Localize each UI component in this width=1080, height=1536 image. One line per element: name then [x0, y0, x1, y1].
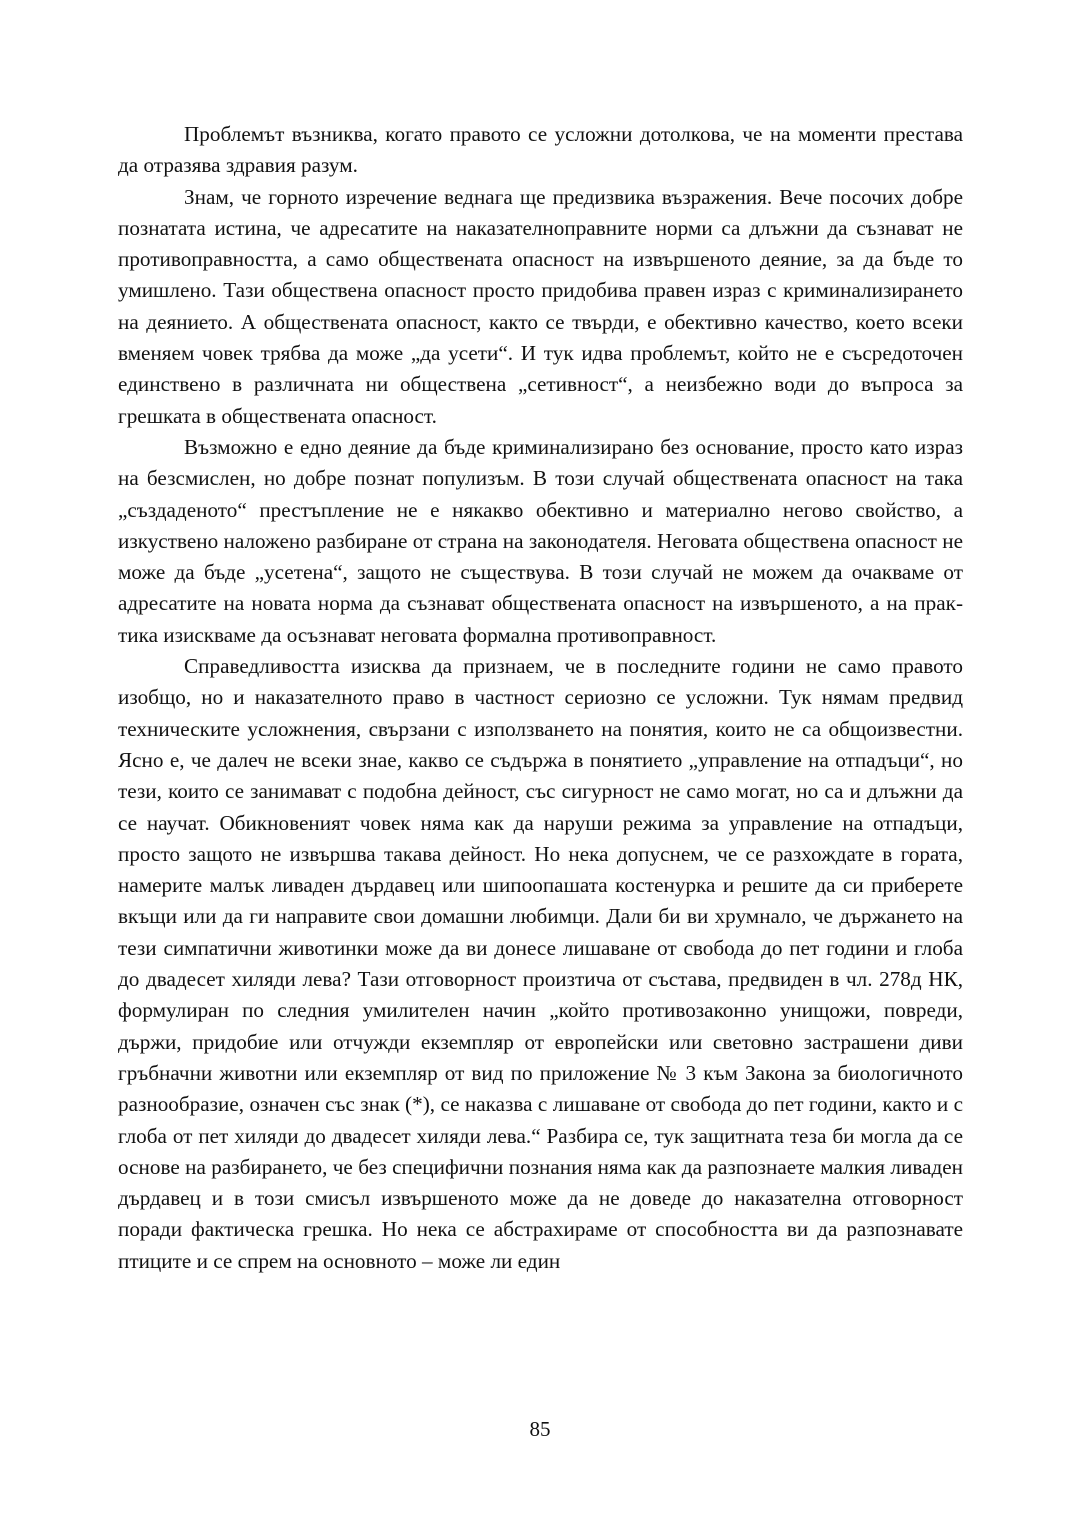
paragraph-2: Знам, че горното изречение веднага ще предизвика възражения. Вече посочих добре познатата истина, че адресатите на наказателноправните норми са длъжни да съзнават не противоправността, а само обществената опасност на извършеното деяние, за да бъде то умишлено. Тази обществена опасност просто придобива правен израз с криминализирането на деянието. А обществената опасност, както се твърди, е обективно качество, което всеки вменяем човек трябва да може „да усети“. И тук идва проблемът, който не е съсредоточен единствено в различната ни обществена „сетивност“, а неизбежно води до въпроса за грешката в обществената опасност.: [118, 184, 963, 428]
paragraph-4: Справедливостта изисква да признаем, че в последните години не само правото изобщо, но и наказателното право в частност сериозно се усложни. Тук нямам предвид техническите усложнения, свързани с използването на понятия, които не са общоизвестни. Ясно е, че далеч не всеки знае, какво се съдържа в понятието „управление на отпадъци“, но тези, които се занимават с подобна дейност, със сигурност не само могат, но са и длъжни да се научат. Обикновеният човек няма как да наруши режима за управление на отпадъци, просто защото не извършва такава дейност. Но нека допуснем, че се разхождате в гората, намерите малък ливаден дърдавец или шипоопашата костенурка и решите да си приберете вкъщи или да ги направите свои домашни любимци. Дали би ви хрумнало, че държането на тези симпатични животинки може да ви донесе лишаване от свобода до пет години и глоба до двадесет хиляди лева? Тази отговорност произтича от състава, предвиден в чл. 278д НК, формулиран по следния умилителен начин „който противозаконно унищожи, повреди, държи, придобие или отчужди екземпляр от европейски или световно застрашени диви гръбначни животни или екземпляр от вид по приложение № 3 към Закона за биологичното разнообразие, означен със знак (*), се наказва с лишаване от свобода до пет години, както и с глоба от пет хиляди до двадесет хиляди лева.“ Разбира се, тук защитната теза би могла да се основе на разбирането, че без специфични познания няма как да разпознаете малкия ливаден дърдавец и в този смисъл извършеното може да не доведе до наказателна отговорност поради фактическа грешка. Но нека се абстрахираме от способността ви да разпознавате птиците и се спрем на основното – може ли един: [118, 654, 963, 1273]
paragraph-3: Възможно е едно деяние да бъде криминализирано без основание, просто като израз на безсмислен, но добре познат популизъм. В този случай обществената опасност на така „създаденото“ престъпление не е някакво обективно и материално негово свойство, а изкуствено наложено разбиране от страна на законодателя. Неговата обществена опасност не може да бъде „усетена“, защото не съществува. В този случай не можем да очакваме от адресатите на новата норма да съзнават обществената опасност на извършеното, а на практика изискваме да осъзнават неговата формална противоправност.: [118, 434, 963, 647]
page-number: 85: [529, 1417, 551, 1441]
paragraph-1: Проблемът възниква, когато правото се усложни дотолкова, че на моменти престава да отразява здравия разум.: [118, 122, 963, 178]
body-text: [118, 119, 963, 1277]
